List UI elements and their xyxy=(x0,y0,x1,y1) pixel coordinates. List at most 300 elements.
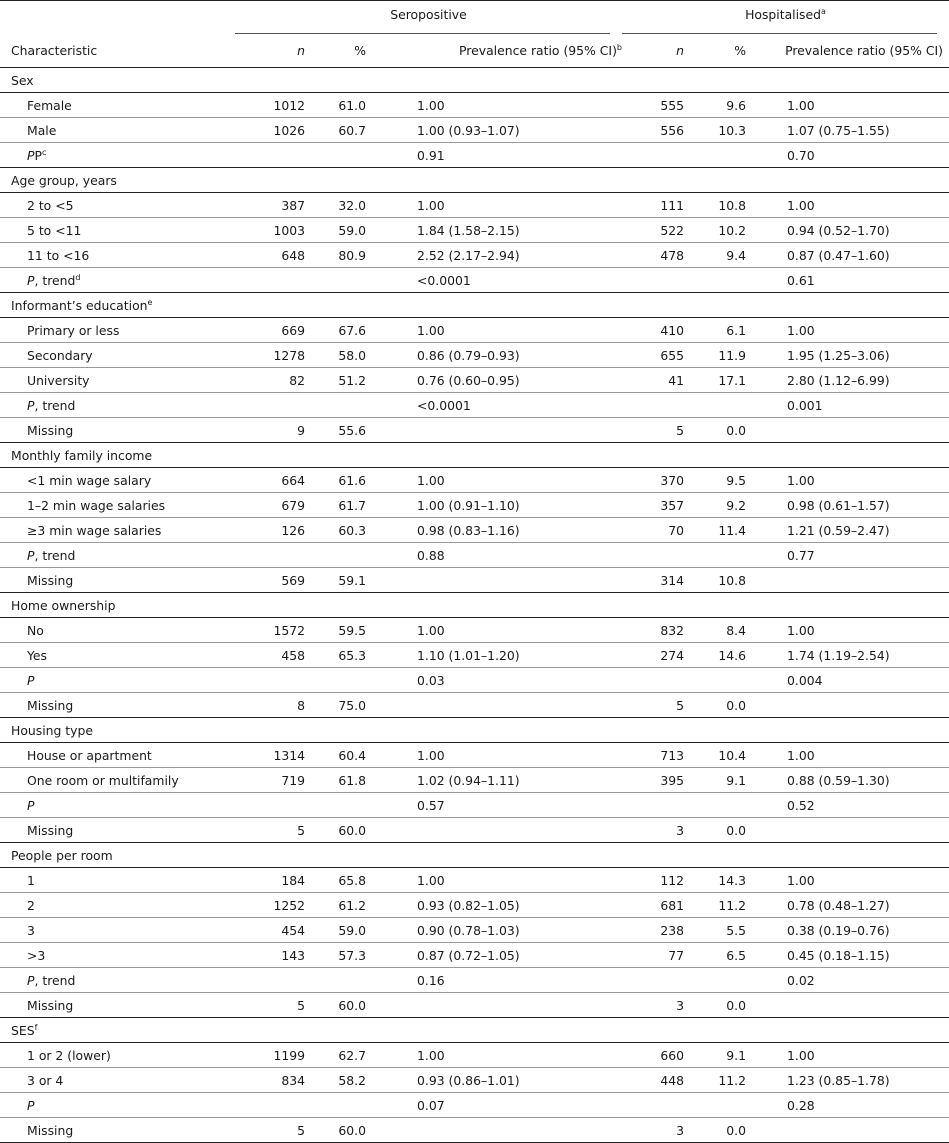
cell-n-hospitalised xyxy=(622,668,693,693)
section-row xyxy=(0,593,949,618)
cell-pr-seropositive xyxy=(369,818,622,843)
cell-pr-seropositive: 1.00 xyxy=(369,318,622,343)
cell-pct-hospitalised: 11.2 xyxy=(693,893,748,918)
cell-n-hospitalised xyxy=(622,1018,693,1043)
cell-n-seropositive xyxy=(235,718,312,743)
cell-n-hospitalised xyxy=(622,968,693,993)
section-label xyxy=(0,443,235,468)
footnote-marker: e xyxy=(147,297,153,307)
row-label-text: Missing xyxy=(27,1122,74,1138)
cell-n-hospitalised xyxy=(622,393,693,418)
cell-n-seropositive xyxy=(235,1018,312,1043)
cell-n-seropositive: 82 xyxy=(235,368,312,393)
cell-pr-hospitalised: 0.02 xyxy=(748,968,949,993)
cell-n-hospitalised xyxy=(622,543,693,568)
cell-pr-seropositive: 0.98 (0.83–1.16) xyxy=(369,518,622,543)
cell-pr-hospitalised xyxy=(748,293,949,318)
cell-n-seropositive: 1026 xyxy=(235,118,312,143)
cell-pct-hospitalised: 6.5 xyxy=(693,943,748,968)
row-label xyxy=(0,893,235,918)
cell-pr-seropositive: 0.87 (0.72–1.05) xyxy=(369,943,622,968)
cell-pr-seropositive xyxy=(369,993,622,1018)
row-label xyxy=(0,943,235,968)
cell-pr-seropositive: 0.88 xyxy=(369,543,622,568)
cell-n-hospitalised: 555 xyxy=(622,93,693,118)
table-row xyxy=(0,368,949,393)
cell-pct-hospitalised: 10.8 xyxy=(693,568,748,593)
cell-n-hospitalised xyxy=(622,1093,693,1118)
cell-pct-seropositive: 32.0 xyxy=(312,193,369,218)
cell-n-seropositive xyxy=(235,593,312,618)
footnote-marker: f xyxy=(34,1022,38,1032)
cell-pr-seropositive: 1.10 (1.01–1.20) xyxy=(369,643,622,668)
col-header-characteristic: Characteristic xyxy=(0,33,235,68)
cell-pct-hospitalised: 0.0 xyxy=(693,418,748,443)
cell-pct-seropositive xyxy=(312,293,369,318)
cell-pr-seropositive xyxy=(369,593,622,618)
cell-n-seropositive xyxy=(235,443,312,468)
cell-pr-hospitalised: 2.80 (1.12–6.99) xyxy=(748,368,949,393)
cell-n-seropositive xyxy=(235,143,312,168)
cell-pct-hospitalised xyxy=(693,1018,748,1043)
cell-n-hospitalised xyxy=(622,293,693,318)
cell-n-hospitalised: 556 xyxy=(622,118,693,143)
cell-pr-seropositive xyxy=(369,418,622,443)
row-label xyxy=(0,968,235,993)
row-label xyxy=(0,493,235,518)
cell-n-hospitalised: 112 xyxy=(622,868,693,893)
cell-pr-hospitalised xyxy=(748,593,949,618)
cell-pct-seropositive xyxy=(312,668,369,693)
cell-pct-seropositive xyxy=(312,393,369,418)
cell-n-seropositive: 143 xyxy=(235,943,312,968)
table-row xyxy=(0,93,949,118)
cell-pr-hospitalised: 1.00 xyxy=(748,618,949,643)
col-header-pr-seropositive xyxy=(369,33,622,68)
cell-pct-hospitalised: 10.3 xyxy=(693,118,748,143)
table-row xyxy=(0,218,949,243)
row-label xyxy=(0,118,235,143)
cell-n-hospitalised: 410 xyxy=(622,318,693,343)
cell-pct-seropositive: 60.3 xyxy=(312,518,369,543)
header-column-row xyxy=(0,33,949,68)
cell-pr-seropositive xyxy=(369,1018,622,1043)
cell-pct-seropositive xyxy=(312,68,369,93)
cell-pr-seropositive: 1.00 xyxy=(369,743,622,768)
cell-pct-hospitalised: 11.9 xyxy=(693,343,748,368)
cell-n-seropositive xyxy=(235,793,312,818)
cell-pr-hospitalised: 0.004 xyxy=(748,668,949,693)
cell-n-hospitalised: 111 xyxy=(622,193,693,218)
cell-pr-hospitalised: 0.78 (0.48–1.27) xyxy=(748,893,949,918)
cell-pr-seropositive: 1.00 (0.91–1.10) xyxy=(369,493,622,518)
cell-n-hospitalised: 713 xyxy=(622,743,693,768)
cell-n-hospitalised xyxy=(622,718,693,743)
cell-pct-seropositive: 59.0 xyxy=(312,918,369,943)
row-label-text: Missing xyxy=(27,997,74,1013)
cell-n-hospitalised xyxy=(622,168,693,193)
table-row xyxy=(0,693,949,718)
cell-pct-seropositive: 67.6 xyxy=(312,318,369,343)
row-label xyxy=(0,268,235,293)
cell-pr-hospitalised: 0.94 (0.52–1.70) xyxy=(748,218,949,243)
col-header-pr-label: Prevalence ratio (95% CI) xyxy=(459,42,617,58)
row-label xyxy=(0,1043,235,1068)
cell-pct-seropositive: 80.9 xyxy=(312,243,369,268)
cell-pr-seropositive: 0.03 xyxy=(369,668,622,693)
cell-n-seropositive: 126 xyxy=(235,518,312,543)
p-value-label: P xyxy=(27,272,35,288)
cell-pr-seropositive: 0.86 (0.79–0.93) xyxy=(369,343,622,368)
table-row xyxy=(0,343,949,368)
cell-pct-seropositive: 61.0 xyxy=(312,93,369,118)
table-row xyxy=(0,243,949,268)
table-row xyxy=(0,1043,949,1068)
row-label-text: , trend xyxy=(34,547,76,563)
cell-pct-hospitalised xyxy=(693,718,748,743)
cell-pct-hospitalised xyxy=(693,793,748,818)
cell-n-seropositive: 834 xyxy=(235,1068,312,1093)
cell-pct-hospitalised: 8.4 xyxy=(693,618,748,643)
row-label xyxy=(0,343,235,368)
row-label xyxy=(0,618,235,643)
cell-pct-hospitalised xyxy=(693,668,748,693)
cell-pr-seropositive: 1.00 xyxy=(369,618,622,643)
row-label-text: Male xyxy=(27,122,57,138)
cell-pr-hospitalised: 1.00 xyxy=(748,318,949,343)
cell-pct-seropositive: 62.7 xyxy=(312,1043,369,1068)
table-row xyxy=(0,643,949,668)
cell-n-hospitalised: 274 xyxy=(622,643,693,668)
cell-pct-hospitalised xyxy=(693,168,748,193)
row-label-text: Missing xyxy=(27,572,74,588)
cell-pr-hospitalised: 1.00 xyxy=(748,468,949,493)
section-label xyxy=(0,1018,235,1043)
cell-n-hospitalised xyxy=(622,68,693,93)
cell-pct-seropositive: 59.1 xyxy=(312,568,369,593)
row-label-text: 11 to <16 xyxy=(27,247,90,263)
row-label xyxy=(0,243,235,268)
p-value-label: P xyxy=(27,147,35,163)
row-label-text: People per room xyxy=(11,847,113,863)
table-row xyxy=(0,918,949,943)
row-label xyxy=(0,518,235,543)
cell-pct-seropositive xyxy=(312,443,369,468)
cell-pct-seropositive xyxy=(312,268,369,293)
section-label xyxy=(0,843,235,868)
row-label xyxy=(0,368,235,393)
cell-n-seropositive: 1012 xyxy=(235,93,312,118)
cell-pr-seropositive: 1.00 xyxy=(369,868,622,893)
section-row xyxy=(0,293,949,318)
row-label-text: 3 xyxy=(27,922,35,938)
cell-pr-seropositive: 1.00 xyxy=(369,93,622,118)
row-label-text: 5 to <11 xyxy=(27,222,82,238)
row-label-text: 1–2 min wage salaries xyxy=(27,497,166,513)
cell-n-seropositive xyxy=(235,543,312,568)
table-row xyxy=(0,743,949,768)
row-label-text: , trend xyxy=(34,272,76,288)
cell-pct-hospitalised: 14.3 xyxy=(693,868,748,893)
row-label-text: Missing xyxy=(27,822,74,838)
cell-pr-seropositive xyxy=(369,568,622,593)
row-label xyxy=(0,218,235,243)
table-row xyxy=(0,493,949,518)
cell-n-hospitalised: 70 xyxy=(622,518,693,543)
cell-pct-seropositive: 61.8 xyxy=(312,768,369,793)
row-label xyxy=(0,768,235,793)
cell-n-hospitalised xyxy=(622,143,693,168)
table-row xyxy=(0,268,949,293)
table-body xyxy=(0,68,949,1143)
cell-pct-seropositive: 61.6 xyxy=(312,468,369,493)
cell-pct-hospitalised xyxy=(693,393,748,418)
cell-n-seropositive: 5 xyxy=(235,993,312,1018)
cell-pr-hospitalised: 0.88 (0.59–1.30) xyxy=(748,768,949,793)
cell-n-hospitalised: 395 xyxy=(622,768,693,793)
cell-pr-hospitalised: 0.28 xyxy=(748,1093,949,1118)
cell-n-seropositive: 719 xyxy=(235,768,312,793)
table-row xyxy=(0,418,949,443)
row-label-text: No xyxy=(27,622,44,638)
cell-pr-hospitalised xyxy=(748,1018,949,1043)
row-label xyxy=(0,143,235,168)
cell-pct-hospitalised: 10.2 xyxy=(693,218,748,243)
cell-pct-seropositive: 60.0 xyxy=(312,818,369,843)
cell-n-hospitalised: 681 xyxy=(622,893,693,918)
cell-pct-seropositive xyxy=(312,1018,369,1043)
cell-pr-seropositive: 1.84 (1.58–2.15) xyxy=(369,218,622,243)
row-label-text: 1 or 2 (lower) xyxy=(27,1047,111,1063)
row-label-text: ≥3 min wage salaries xyxy=(27,522,162,538)
row-label xyxy=(0,793,235,818)
table-row xyxy=(0,1118,949,1143)
cell-pr-hospitalised: 1.00 xyxy=(748,1043,949,1068)
table-row xyxy=(0,1093,949,1118)
cell-pct-hospitalised xyxy=(693,543,748,568)
row-label-text: Home ownership xyxy=(11,597,116,613)
cell-pct-hospitalised: 6.1 xyxy=(693,318,748,343)
row-label xyxy=(0,1093,235,1118)
cell-pr-seropositive: <0.0001 xyxy=(369,393,622,418)
cell-n-seropositive: 5 xyxy=(235,1118,312,1143)
cell-pct-hospitalised xyxy=(693,143,748,168)
cell-pr-hospitalised: 1.00 xyxy=(748,868,949,893)
cell-n-seropositive: 458 xyxy=(235,643,312,668)
cell-pr-seropositive: <0.0001 xyxy=(369,268,622,293)
cell-pct-hospitalised xyxy=(693,593,748,618)
cell-pct-seropositive xyxy=(312,168,369,193)
cell-pr-hospitalised xyxy=(748,418,949,443)
cell-pr-seropositive: 2.52 (2.17–2.94) xyxy=(369,243,622,268)
cell-pct-hospitalised xyxy=(693,443,748,468)
cell-n-seropositive: 569 xyxy=(235,568,312,593)
cell-pct-hospitalised: 9.1 xyxy=(693,768,748,793)
row-label xyxy=(0,418,235,443)
cell-n-hospitalised: 3 xyxy=(622,1118,693,1143)
cell-pct-seropositive: 58.2 xyxy=(312,1068,369,1093)
row-label-text: House or apartment xyxy=(27,747,152,763)
cell-n-hospitalised xyxy=(622,593,693,618)
cell-n-hospitalised: 655 xyxy=(622,343,693,368)
group-header-seropositive xyxy=(235,1,622,34)
cell-pct-hospitalised: 9.5 xyxy=(693,468,748,493)
cell-pr-hospitalised: 0.38 (0.19–0.76) xyxy=(748,918,949,943)
section-label xyxy=(0,68,235,93)
cell-n-seropositive: 1572 xyxy=(235,618,312,643)
row-label-text: , trend xyxy=(34,972,76,988)
row-label xyxy=(0,543,235,568)
row-label-text: Secondary xyxy=(27,347,93,363)
cell-pct-seropositive: 51.2 xyxy=(312,368,369,393)
p-value-label: P xyxy=(27,547,35,563)
footnote-marker: c xyxy=(41,147,47,157)
p-value-label: P xyxy=(27,397,35,413)
cell-n-seropositive: 648 xyxy=(235,243,312,268)
cell-pr-hospitalised: 0.001 xyxy=(748,393,949,418)
cell-pct-seropositive xyxy=(312,143,369,168)
header-group-row xyxy=(0,1,949,34)
cell-n-hospitalised: 3 xyxy=(622,818,693,843)
row-label-text: Monthly family income xyxy=(11,447,153,463)
cell-n-seropositive: 1314 xyxy=(235,743,312,768)
cell-pr-seropositive xyxy=(369,443,622,468)
cell-pct-seropositive: 55.6 xyxy=(312,418,369,443)
cell-n-hospitalised xyxy=(622,843,693,868)
table-row xyxy=(0,818,949,843)
cell-pr-hospitalised: 0.45 (0.18–1.15) xyxy=(748,943,949,968)
cell-pct-seropositive: 60.7 xyxy=(312,118,369,143)
cell-pr-hospitalised xyxy=(748,693,949,718)
group-label-seropositive: Seropositive xyxy=(390,7,467,22)
table-row xyxy=(0,543,949,568)
section-row xyxy=(0,68,949,93)
table-row xyxy=(0,668,949,693)
cell-pr-hospitalised xyxy=(748,843,949,868)
row-label-text: University xyxy=(27,372,90,388)
table-row xyxy=(0,993,949,1018)
row-label-text: <1 min wage salary xyxy=(27,472,152,488)
cell-n-hospitalised: 832 xyxy=(622,618,693,643)
cell-pr-hospitalised: 1.23 (0.85–1.78) xyxy=(748,1068,949,1093)
section-row xyxy=(0,1018,949,1043)
group-header-hospitalised xyxy=(622,1,949,34)
table-row xyxy=(0,118,949,143)
cell-n-hospitalised xyxy=(622,793,693,818)
row-label-text: Age group, years xyxy=(11,172,117,188)
row-label-text: 3 or 4 xyxy=(27,1072,64,1088)
cell-n-hospitalised: 478 xyxy=(622,243,693,268)
cell-pct-seropositive: 57.3 xyxy=(312,943,369,968)
cell-pr-seropositive: 1.00 xyxy=(369,1043,622,1068)
cell-pr-hospitalised xyxy=(748,568,949,593)
row-label xyxy=(0,918,235,943)
cell-pr-hospitalised: 1.00 xyxy=(748,193,949,218)
row-label-text: Informant’s education xyxy=(11,297,148,313)
cell-pr-seropositive: 1.02 (0.94–1.11) xyxy=(369,768,622,793)
cell-pr-seropositive xyxy=(369,68,622,93)
cell-pr-seropositive: 0.07 xyxy=(369,1093,622,1118)
cell-pr-hospitalised: 0.52 xyxy=(748,793,949,818)
row-label-text: P xyxy=(34,147,42,163)
row-label xyxy=(0,568,235,593)
row-label-text: Yes xyxy=(27,647,48,663)
cell-n-seropositive xyxy=(235,268,312,293)
cell-pct-seropositive xyxy=(312,793,369,818)
cell-pct-hospitalised: 5.5 xyxy=(693,918,748,943)
cell-pct-seropositive: 59.5 xyxy=(312,618,369,643)
cell-n-hospitalised xyxy=(622,268,693,293)
cell-n-hospitalised: 3 xyxy=(622,993,693,1018)
row-label xyxy=(0,193,235,218)
cell-pr-seropositive xyxy=(369,168,622,193)
cell-pct-seropositive: 60.4 xyxy=(312,743,369,768)
cell-pr-hospitalised: 1.21 (0.59–2.47) xyxy=(748,518,949,543)
row-label xyxy=(0,993,235,1018)
cell-pr-hospitalised: 0.61 xyxy=(748,268,949,293)
cell-pr-seropositive: 0.16 xyxy=(369,968,622,993)
table-row xyxy=(0,393,949,418)
cell-n-hospitalised: 370 xyxy=(622,468,693,493)
table-row xyxy=(0,768,949,793)
cell-pr-seropositive: 0.90 (0.78–1.03) xyxy=(369,918,622,943)
cell-pr-seropositive: 0.57 xyxy=(369,793,622,818)
cell-pr-hospitalised xyxy=(748,718,949,743)
cell-pct-hospitalised: 0.0 xyxy=(693,693,748,718)
cell-pct-hospitalised: 9.6 xyxy=(693,93,748,118)
cell-n-seropositive xyxy=(235,393,312,418)
cell-pct-hospitalised xyxy=(693,268,748,293)
cell-n-seropositive xyxy=(235,1093,312,1118)
row-label xyxy=(0,743,235,768)
table-row xyxy=(0,793,949,818)
cell-pr-seropositive: 0.93 (0.86–1.01) xyxy=(369,1068,622,1093)
footnote-marker: a xyxy=(821,6,826,16)
cell-pr-hospitalised: 0.70 xyxy=(748,143,949,168)
cell-n-hospitalised: 238 xyxy=(622,918,693,943)
cell-n-hospitalised: 77 xyxy=(622,943,693,968)
group-label-hospitalised: Hospitalised xyxy=(745,7,822,22)
table-row xyxy=(0,943,949,968)
cell-pct-hospitalised xyxy=(693,68,748,93)
cell-pct-seropositive: 60.0 xyxy=(312,1118,369,1143)
section-label xyxy=(0,168,235,193)
p-value-label: P xyxy=(27,672,35,688)
row-label-text: >3 xyxy=(27,947,46,963)
cell-pct-seropositive xyxy=(312,1093,369,1118)
row-label-text: SES xyxy=(11,1022,35,1038)
table-row xyxy=(0,968,949,993)
cell-pct-seropositive: 58.0 xyxy=(312,343,369,368)
row-label xyxy=(0,393,235,418)
row-label-text: , trend xyxy=(34,397,76,413)
cell-pct-hospitalised: 11.4 xyxy=(693,518,748,543)
row-label-text: Primary or less xyxy=(27,322,120,338)
row-label xyxy=(0,1118,235,1143)
cell-pct-hospitalised xyxy=(693,843,748,868)
col-header-pct-seropositive: % xyxy=(312,33,369,68)
cell-n-seropositive xyxy=(235,168,312,193)
cell-pct-hospitalised: 11.2 xyxy=(693,1068,748,1093)
row-label xyxy=(0,1068,235,1093)
cell-pct-hospitalised xyxy=(693,1093,748,1118)
cell-pct-seropositive: 75.0 xyxy=(312,693,369,718)
cell-pr-hospitalised: 1.00 xyxy=(748,743,949,768)
cell-pct-hospitalised: 9.2 xyxy=(693,493,748,518)
cell-n-seropositive: 669 xyxy=(235,318,312,343)
cell-pct-hospitalised xyxy=(693,968,748,993)
row-label-text: Missing xyxy=(27,422,74,438)
